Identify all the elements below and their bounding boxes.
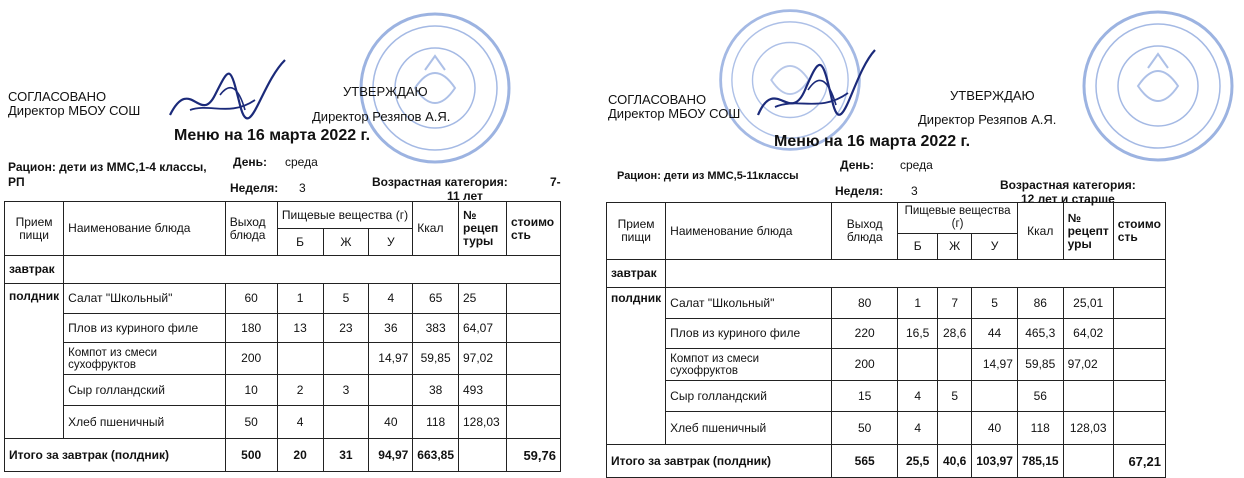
- dish-cost: [1113, 381, 1165, 412]
- dish-yield: 220: [832, 319, 898, 349]
- total-u: 94,97: [369, 439, 413, 472]
- dish-b: [277, 343, 323, 375]
- dish-u: [369, 375, 413, 406]
- dish-cost: [506, 284, 560, 314]
- dish-recipe: 128,03: [1063, 412, 1113, 445]
- dish-zh: [323, 343, 369, 375]
- total-zh: 31: [323, 439, 369, 472]
- approve-role: Директор Резяпов А.Я.: [312, 109, 451, 124]
- menu-document-grades-1-4: [0, 0, 600, 477]
- dish-name: Хлеб пшеничный: [64, 406, 226, 439]
- dish-recipe: 128,03: [459, 406, 507, 439]
- total-cost: 59,76: [506, 439, 560, 472]
- total-kcal: 785,15: [1017, 445, 1063, 478]
- day-label: День:: [840, 158, 874, 172]
- dish-kcal: 59,85: [413, 343, 459, 375]
- dish-b: 4: [277, 406, 323, 439]
- header-yield: Выход блюда: [832, 203, 898, 260]
- header-yield: Выход блюда: [225, 202, 277, 256]
- week-value: 3: [911, 184, 918, 198]
- total-cost: 67,21: [1113, 445, 1165, 478]
- dish-name: Салат "Школьный": [666, 288, 832, 319]
- signature-icon: [750, 45, 880, 135]
- dish-b: 4: [898, 412, 938, 445]
- day-value: среда: [285, 155, 318, 169]
- meal-type-zavtrak: завтрак: [607, 260, 666, 288]
- ration-label-line2: РП: [8, 175, 25, 189]
- dish-recipe: 25,01: [1063, 288, 1113, 319]
- dish-zh: 28,6: [938, 319, 972, 349]
- dish-yield: 60: [225, 284, 277, 314]
- header-meal: Прием пищи: [5, 202, 64, 256]
- header-cost: стоимо сть: [506, 202, 560, 256]
- dish-zh: 23: [323, 314, 369, 343]
- dish-yield: 200: [832, 349, 898, 381]
- dish-b: [898, 349, 938, 381]
- dish-zh: [938, 412, 972, 445]
- total-label: Итого за завтрак (полдник): [5, 439, 226, 472]
- menu-table: [4, 201, 561, 472]
- header-b: Б: [898, 234, 938, 260]
- dish-name: Хлеб пшеничный: [666, 412, 832, 445]
- dish-cost: [506, 375, 560, 406]
- menu-document-grades-5-11: [600, 0, 1244, 477]
- ration-label: Рацион: дети из МMC,5-11классы: [617, 170, 799, 182]
- total-u: 103,97: [972, 445, 1018, 478]
- dish-zh: 3: [323, 375, 369, 406]
- dish-recipe: [1063, 381, 1113, 412]
- dish-cost: [1113, 288, 1165, 319]
- agreed-role: Директор МБОУ СОШ: [608, 106, 741, 121]
- age-category-value: 12 лет и старше: [1021, 192, 1115, 206]
- dish-yield: 180: [225, 314, 277, 343]
- dish-u: 14,97: [972, 349, 1018, 381]
- header-kcal: Ккал: [413, 202, 459, 256]
- dish-u: 14,97: [369, 343, 413, 375]
- age-category-label: Возрастная категория:: [1000, 178, 1136, 192]
- dish-cost: [506, 343, 560, 375]
- total-recipe: [1063, 445, 1113, 478]
- meal-type-poldnik: полдник: [607, 288, 666, 445]
- dish-name: Плов из куриного филе: [64, 314, 226, 343]
- approve-role: Директор Резяпов А.Я.: [918, 112, 1057, 127]
- dish-name: Сыр голландский: [64, 375, 226, 406]
- dish-yield: 50: [225, 406, 277, 439]
- dish-recipe: 25: [459, 284, 507, 314]
- ration-label: Рацион: дети из МMC,1-4 классы,: [8, 160, 207, 174]
- week-label: Неделя:: [835, 184, 884, 198]
- dish-b: 4: [898, 381, 938, 412]
- dish-u: 5: [972, 288, 1018, 319]
- dish-zh: 5: [938, 381, 972, 412]
- dish-recipe: 64,07: [459, 314, 507, 343]
- dish-name: Компот из смеси сухофруктов: [666, 349, 832, 381]
- dish-kcal: 465,3: [1017, 319, 1063, 349]
- dish-u: [972, 381, 1018, 412]
- week-value: 3: [299, 181, 306, 195]
- total-recipe: [459, 439, 507, 472]
- dish-b: 13: [277, 314, 323, 343]
- menu-title: Меню на 16 марта 2022 г.: [174, 127, 371, 144]
- dish-b: 1: [277, 284, 323, 314]
- dish-kcal: 118: [1017, 412, 1063, 445]
- dish-recipe: 493: [459, 375, 507, 406]
- table-row: [666, 260, 1166, 288]
- dish-u: 44: [972, 319, 1018, 349]
- age-category-value-line2: 11 лет: [447, 189, 483, 203]
- dish-cost: [1113, 412, 1165, 445]
- day-value: среда: [900, 158, 933, 172]
- dish-zh: [938, 349, 972, 381]
- dish-yield: 200: [225, 343, 277, 375]
- week-label: Неделя:: [230, 181, 279, 195]
- meal-type-poldnik: полдник: [5, 284, 64, 439]
- dish-name: Компот из смеси сухофруктов: [64, 343, 226, 375]
- header-dish: Наименование блюда: [666, 203, 832, 260]
- total-yield: 565: [832, 445, 898, 478]
- header-recipe: № рецеп туры: [459, 202, 507, 256]
- dish-b: 1: [898, 288, 938, 319]
- dish-yield: 10: [225, 375, 277, 406]
- header-u: У: [369, 229, 413, 256]
- age-category-label: Возрастная категория:: [372, 175, 508, 189]
- dish-name: Сыр голландский: [666, 381, 832, 412]
- dish-cost: [1113, 349, 1165, 381]
- header-zh: Ж: [323, 229, 369, 256]
- header-meal: Прием пищи: [607, 203, 666, 260]
- agreed-heading: СОГЛАСОВАНО: [8, 89, 107, 104]
- header-zh: Ж: [938, 234, 972, 260]
- dish-zh: [323, 406, 369, 439]
- meal-type-zavtrak: завтрак: [5, 256, 64, 284]
- dish-zh: 5: [323, 284, 369, 314]
- official-stamp-icon: [1078, 6, 1238, 166]
- dish-kcal: 56: [1017, 381, 1063, 412]
- dish-kcal: 86: [1017, 288, 1063, 319]
- total-kcal: 663,85: [413, 439, 459, 472]
- header-recipe: № рецепт уры: [1063, 203, 1113, 260]
- dish-u: 4: [369, 284, 413, 314]
- dish-recipe: 97,02: [459, 343, 507, 375]
- dish-b: 16,5: [898, 319, 938, 349]
- dish-kcal: 118: [413, 406, 459, 439]
- table-row: [64, 256, 561, 284]
- dish-b: 2: [277, 375, 323, 406]
- dish-kcal: 59,85: [1017, 349, 1063, 381]
- header-nutrients: Пищевые вещества (г): [277, 202, 413, 229]
- total-b: 20: [277, 439, 323, 472]
- dish-cost: [506, 314, 560, 343]
- header-dish: Наименование блюда: [64, 202, 226, 256]
- dish-cost: [506, 406, 560, 439]
- dish-kcal: 65: [413, 284, 459, 314]
- total-zh: 40,6: [938, 445, 972, 478]
- agreed-role: Директор МБОУ СОШ: [8, 103, 141, 118]
- dish-yield: 50: [832, 412, 898, 445]
- dish-zh: 7: [938, 288, 972, 319]
- menu-table: [606, 202, 1166, 478]
- header-b: Б: [277, 229, 323, 256]
- approve-heading: УТВЕРЖДАЮ: [950, 88, 1035, 103]
- signature-icon: [160, 55, 290, 135]
- header-u: У: [972, 234, 1018, 260]
- dish-cost: [1113, 319, 1165, 349]
- age-category-value: 7-: [550, 175, 561, 189]
- approve-heading: УТВЕРЖДАЮ: [343, 84, 428, 99]
- dish-kcal: 383: [413, 314, 459, 343]
- dish-u: 40: [972, 412, 1018, 445]
- dish-u: 40: [369, 406, 413, 439]
- agreed-heading: СОГЛАСОВАНО: [608, 92, 707, 107]
- dish-name: Салат "Школьный": [64, 284, 226, 314]
- dish-yield: 80: [832, 288, 898, 319]
- header-nutrients: Пищевые вещества (г): [898, 203, 1018, 234]
- dish-yield: 15: [832, 381, 898, 412]
- dish-recipe: 97,02: [1063, 349, 1113, 381]
- menu-title: Меню на 16 марта 2022 г.: [774, 133, 971, 150]
- total-b: 25,5: [898, 445, 938, 478]
- total-yield: 500: [225, 439, 277, 472]
- dish-recipe: 64,02: [1063, 319, 1113, 349]
- dish-kcal: 38: [413, 375, 459, 406]
- header-kcal: Ккал: [1017, 203, 1063, 260]
- header-cost: стоимо сть: [1113, 203, 1165, 260]
- dish-u: 36: [369, 314, 413, 343]
- day-label: День:: [233, 155, 267, 169]
- dish-name: Плов из куриного филе: [666, 319, 832, 349]
- total-label: Итого за завтрак (полдник): [607, 445, 832, 478]
